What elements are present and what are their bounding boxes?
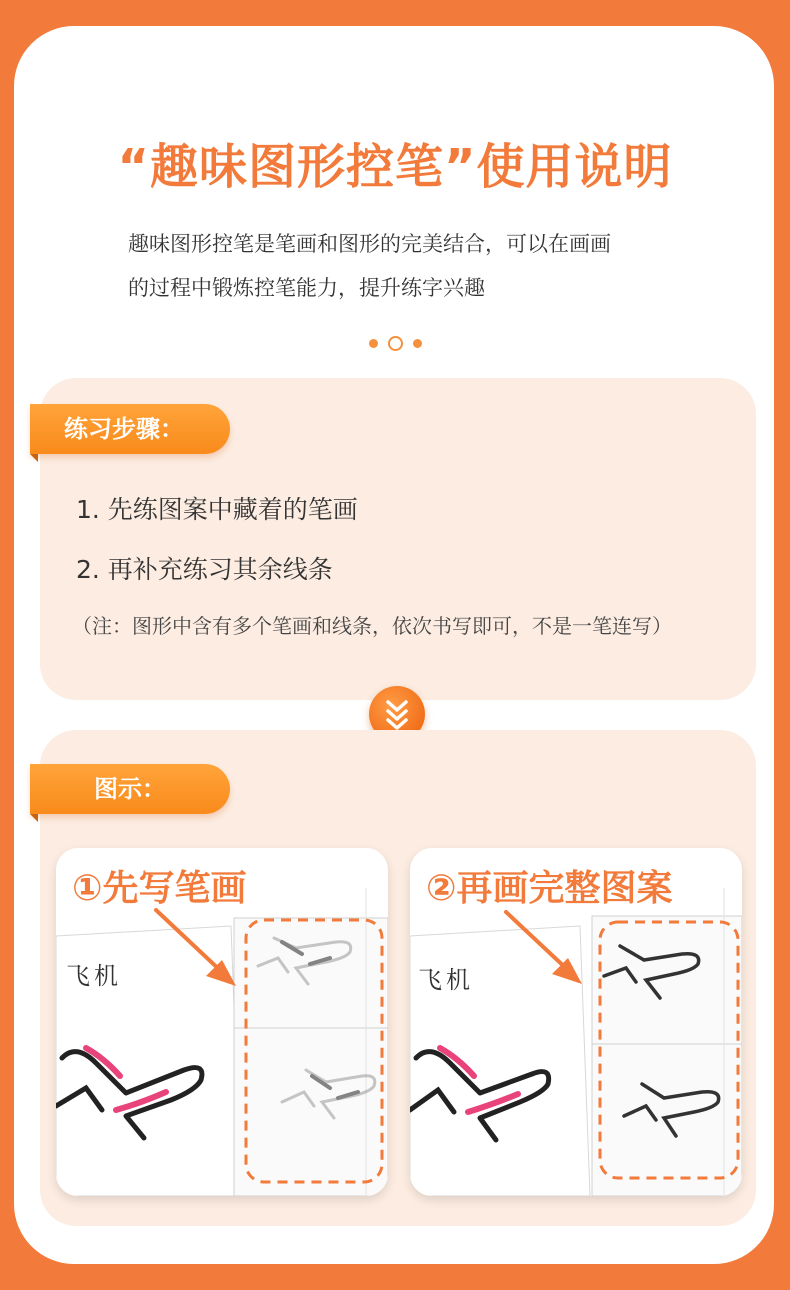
step-2-text: 2. 再补充练习其余线条 (76, 555, 333, 584)
pagination-dot-active (388, 336, 403, 351)
step-1-text: 1. 先练图案中藏着的笔画 (76, 495, 358, 524)
intro-line-2: 的过程中锻炼控笔能力，提升练字兴趣 (128, 276, 485, 300)
sheet-label: 飞机 (418, 966, 474, 994)
sheet-label: 飞机 (66, 962, 122, 990)
demo-card-strokes-first (56, 848, 388, 1196)
demo1-title: ①先写笔画 (72, 868, 247, 909)
pagination-dots (0, 336, 790, 351)
demo2-title: ②再画完整图案 (426, 868, 673, 909)
page-title: “趣味图形控笔”使用说明 (117, 139, 673, 195)
intro-line-1: 趣味图形控笔是笔画和图形的完美结合，可以在画画 (128, 232, 611, 256)
practice-steps-tag: 练习步骤： (30, 404, 230, 454)
demo-card-complete-pattern (410, 848, 742, 1196)
intro-text (128, 222, 688, 310)
practice-note: （注：图形中含有多个笔画和线条，依次书写即可，不是一笔连写） (72, 614, 672, 638)
illustration-tag: 图示： (30, 764, 230, 814)
pagination-dot (369, 339, 378, 348)
pagination-dot (413, 339, 422, 348)
